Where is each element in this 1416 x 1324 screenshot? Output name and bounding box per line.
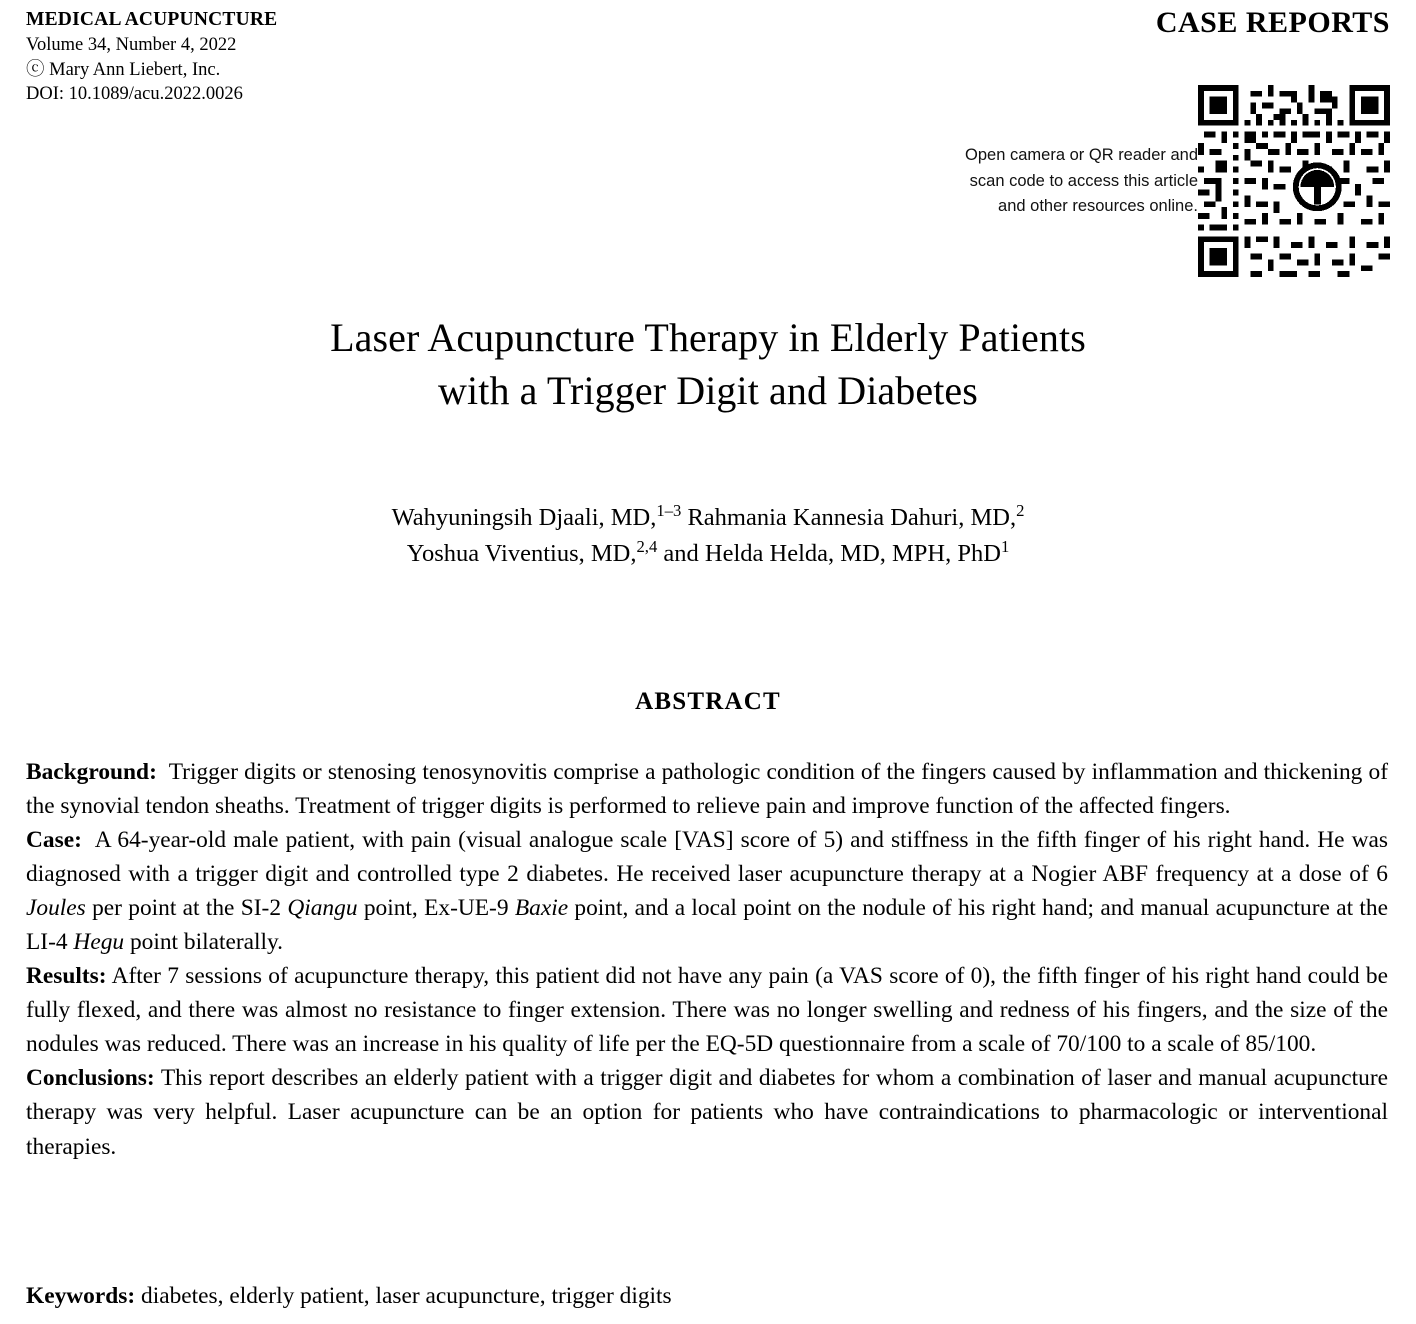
abstract-background bbox=[26, 755, 1388, 823]
keywords-text: diabetes, elderly patient, laser acupuncture, trigger digits bbox=[141, 1283, 672, 1309]
abstract-case-italic-4: Hegu bbox=[73, 929, 125, 956]
article-title bbox=[120, 312, 1296, 418]
author-line-1 bbox=[120, 500, 1296, 536]
author-4-name: and Helda Helda, MD, MPH, PhD bbox=[657, 540, 1001, 568]
author-2-affil: 2 bbox=[1016, 500, 1025, 520]
author-2-name: Rahmania Kannesia Dahuri, MD, bbox=[681, 504, 1017, 531]
publisher-line: ⓒ Mary Ann Liebert, Inc. bbox=[26, 59, 221, 80]
abstract-conclusions-text: This report describes an elderly patient with a trigger digit and diabetes for whom a combination of laser and manual acupuncture therapy was very helpful. Laser acupuncture can be an option for patients who have contraindications to pharmacologic or interventional therapies. bbox=[26, 1065, 1388, 1160]
title-line-1: Laser Acupuncture Therapy in Elderly Patients bbox=[330, 315, 1086, 360]
abstract-results-label: Results: bbox=[26, 963, 107, 990]
doi-line: DOI: 10.1089/acu.2022.0026 bbox=[26, 84, 243, 105]
section-label: CASE REPORTS bbox=[1155, 6, 1390, 39]
abstract-case-label: Case: bbox=[26, 827, 82, 854]
journal-name: MEDICAL ACUPUNCTURE bbox=[26, 9, 278, 30]
keywords bbox=[26, 1280, 1388, 1314]
abstract-heading: ABSTRACT bbox=[635, 688, 781, 715]
qr-note-line-3: and other resources online. bbox=[998, 197, 1198, 216]
abstract-body bbox=[26, 755, 1388, 1164]
abstract-case bbox=[26, 823, 1388, 959]
abstract-case-text-1: A 64-year-old male patient, with pain (visual analogue scale [VAS] score of 5) and stiffness in the fifth finger of his right hand. He was diagnosed with a trigger digit and controlled type 2 diabetes. He received laser acupuncture therapy at a Nogier ABF frequency at a dose of 6 bbox=[26, 827, 1388, 888]
abstract-case-text-5: point bilaterally. bbox=[124, 929, 284, 956]
abstract-case-italic-2: Qiangu bbox=[287, 895, 358, 922]
abstract-case-italic-3: Baxie bbox=[514, 895, 569, 922]
author-3-affil: 2,4 bbox=[636, 537, 658, 557]
author-1-affil: 1–3 bbox=[656, 500, 682, 520]
qr-note-line-1: Open camera or QR reader and bbox=[965, 146, 1198, 164]
abstract-results-text: After 7 sessions of acupuncture therapy, this patient did not have any pain (a VAS score of 0), the fifth finger of his right hand could be fully flexed, and there was almost no resistance to finger extension. There was no longer swelling and redness of his fingers, and the size of the nodules was reduced. There was an increase in his quality of life per the EQ-5D questionnaire from a scale of 70/100 to a scale of 85/100. bbox=[26, 963, 1388, 1058]
qr-instructions bbox=[868, 143, 1198, 220]
volume-line: Volume 34, Number 4, 2022 bbox=[26, 34, 237, 55]
title-line-2: with a Trigger Digit and Diabetes bbox=[438, 367, 978, 413]
abstract-background-label: Background: bbox=[26, 759, 157, 785]
author-3-name: Yoshua Viventius, MD, bbox=[406, 540, 637, 568]
abstract-conclusions bbox=[26, 1061, 1388, 1163]
abstract-background-text: Trigger digits or stenosing tenosynovitis comprise a pathologic condition of the fingers caused by inflammation and thickening of the synovial tendon sheaths. Treatment of trigger digits is performed to relieve pain and improve function of the affected fingers. bbox=[26, 759, 1388, 820]
abstract-conclusions-label: Conclusions: bbox=[26, 1065, 155, 1092]
masthead bbox=[26, 8, 626, 107]
qr-note-line-2: scan code to access this article bbox=[969, 171, 1198, 190]
abstract-results bbox=[26, 959, 1388, 1061]
qr-code-icon[interactable] bbox=[1198, 85, 1390, 277]
abstract-case-text-3: point, Ex-UE-9 bbox=[357, 895, 515, 922]
author-1-name: Wahyuningsih Djaali, MD, bbox=[391, 504, 657, 531]
abstract-case-text-4: point, and a local point on the nodule of his right hand; and manual acupuncture at the LI-4 bbox=[26, 895, 1388, 956]
abstract-case-italic-1: Joules bbox=[26, 895, 86, 922]
author-list bbox=[120, 500, 1296, 573]
abstract-case-text-2: per point at the SI-2 bbox=[85, 895, 288, 922]
keywords-label: Keywords: bbox=[26, 1283, 136, 1309]
author-4-affil: 1 bbox=[1000, 537, 1010, 557]
author-line-2 bbox=[120, 536, 1296, 572]
